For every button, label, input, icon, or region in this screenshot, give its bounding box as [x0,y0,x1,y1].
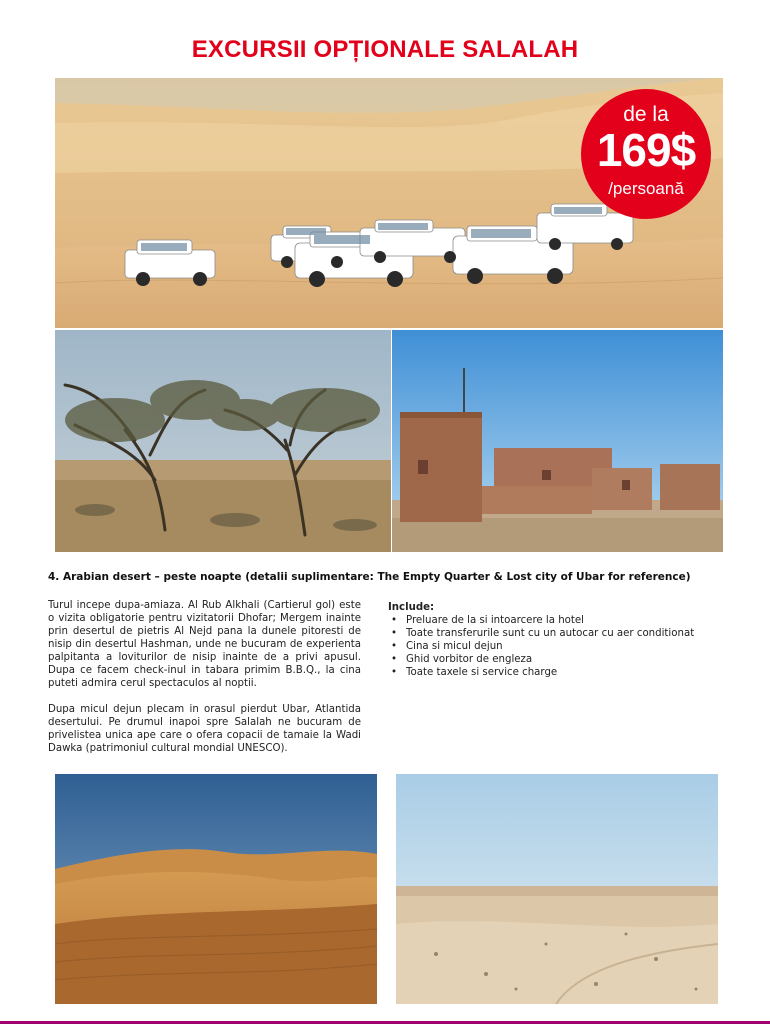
photo-frankincense-trees [55,330,391,552]
section-heading: 4. Arabian desert – peste noapte (detalii suplimentare: The Empty Quarter & Lost city of Ubar for reference) [48,571,691,583]
includes-list [388,601,718,679]
includes-item: • Ghid vorbitor de engleza [406,653,718,666]
tour-description [48,599,361,768]
includes-item: • Preluare de la si intoarcere la hotel [406,614,718,627]
photo-fort-ruins [392,330,723,552]
description-paragraph: Turul incepe dupa-amiaza. Al Rub Alkhali (Cartierul gol) este o vizita obligatorie pentru vizitatorii Dhofar; Mergem inainte prin desertul de pietris Al Nejd pana la dunele pitoresti de nisip din desertul Hashman, unde ne bucuram de experienta palpitanta a loviturilor de nisip inainte de a privi apusul. Dupa ce facem check-inul in tabara primim B.B.Q., la cina puteti admira cerul spectaculos al noptii. [48,600,361,689]
price-badge [581,89,711,219]
price-prefix: de la [623,103,669,126]
price-suffix: /persoană [608,179,684,198]
includes-item: • Toate transferurile sunt cu un autocar cu aer conditionat [406,627,718,640]
description-paragraph: Dupa micul dejun plecam in orasul pierdut Ubar, Atlantida desertului. Pe drumul inapoi spre Salalah ne bucuram de privelistea unica ape care o ofera copacii de tamaie la Wadi Dawka (patrimoniul cultural mondial UNESCO). [48,704,361,754]
page-title: EXCURSII OPȚIONALE SALALAH [191,36,579,63]
price-value: 169$ [596,124,696,176]
photo-stony-desert [396,774,718,1004]
photo-sand-dunes [55,774,377,1004]
includes-title: Include: [388,602,435,613]
includes-item: • Toate taxele si service charge [406,666,718,679]
includes-item: • Cina si micul dejun [406,640,718,653]
